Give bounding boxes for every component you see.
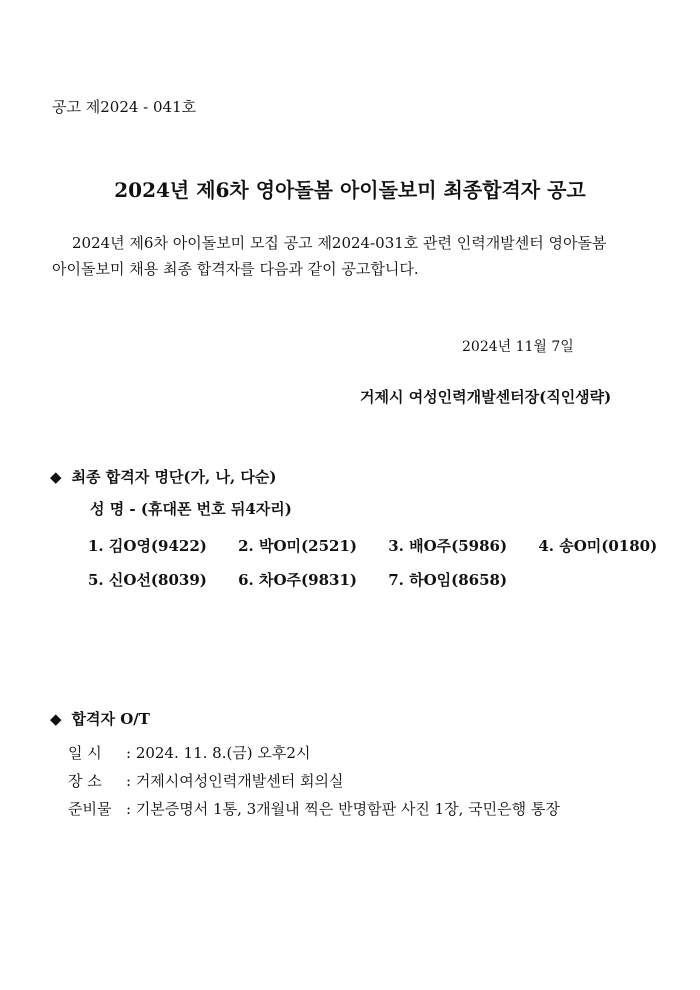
ot-heading-text: 합격자 O/T xyxy=(71,710,150,728)
intro-paragraph-line-1: 2024년 제6차 아이돌보미 모집 공고 제2024-031호 관련 인력개발센터 영아돌봄 xyxy=(72,234,607,252)
ot-items-value: : 기본증명서 1통, 3개월내 찍은 반명함판 사진 1장, 국민은행 통장 xyxy=(126,800,560,818)
ot-place-label: 장 소 xyxy=(68,772,102,790)
passer-item: 3. 배O주(5986) xyxy=(388,537,508,555)
diamond-bullet-icon: ◆ xyxy=(50,710,62,728)
passer-item: 2. 박O미(2521) xyxy=(238,537,357,555)
ot-items-label: 준비물 xyxy=(68,800,112,818)
intro-paragraph-line-2: 아이돌보미 채용 최종 합격자를 다음과 같이 공고합니다. xyxy=(52,260,419,278)
issuer: 거제시 여성인력개발센터장(직인생략) xyxy=(360,388,612,406)
passer-item: 6. 차O주(9831) xyxy=(238,571,357,589)
ot-date-value: : 2024. 11. 8.(금) 오후2시 xyxy=(126,744,311,762)
ot-place-line xyxy=(68,770,343,791)
passer-item: 4. 송O미(0180) xyxy=(538,537,658,555)
passer-item: 5. 신O선(8039) xyxy=(88,571,207,589)
passers-row-1 xyxy=(88,535,657,556)
ot-section-heading xyxy=(50,708,150,729)
ot-items-line xyxy=(68,798,560,819)
passers-section-heading xyxy=(50,466,276,487)
notice-number: 공고 제2024 - 041호 xyxy=(52,98,197,116)
passers-heading-text: 최종 합격자 명단(가, 나, 다순) xyxy=(71,468,277,486)
ot-place-value: : 거제시여성인력개발센터 회의실 xyxy=(126,772,344,790)
passers-row-2 xyxy=(88,569,533,590)
passers-subheading: 성 명 - (휴대폰 번호 뒤4자리) xyxy=(90,500,292,518)
document-date: 2024년 11월 7일 xyxy=(462,339,574,355)
ot-date-line xyxy=(68,742,310,763)
passer-item: 7. 하O임(8658) xyxy=(388,571,508,589)
ot-date-label: 일 시 xyxy=(68,744,102,762)
document-title: 2024년 제6차 영아돌봄 아이돌보미 최종합격자 공고 xyxy=(114,178,586,202)
passer-item: 1. 김O영(9422) xyxy=(88,537,207,555)
diamond-bullet-icon: ◆ xyxy=(50,468,62,486)
